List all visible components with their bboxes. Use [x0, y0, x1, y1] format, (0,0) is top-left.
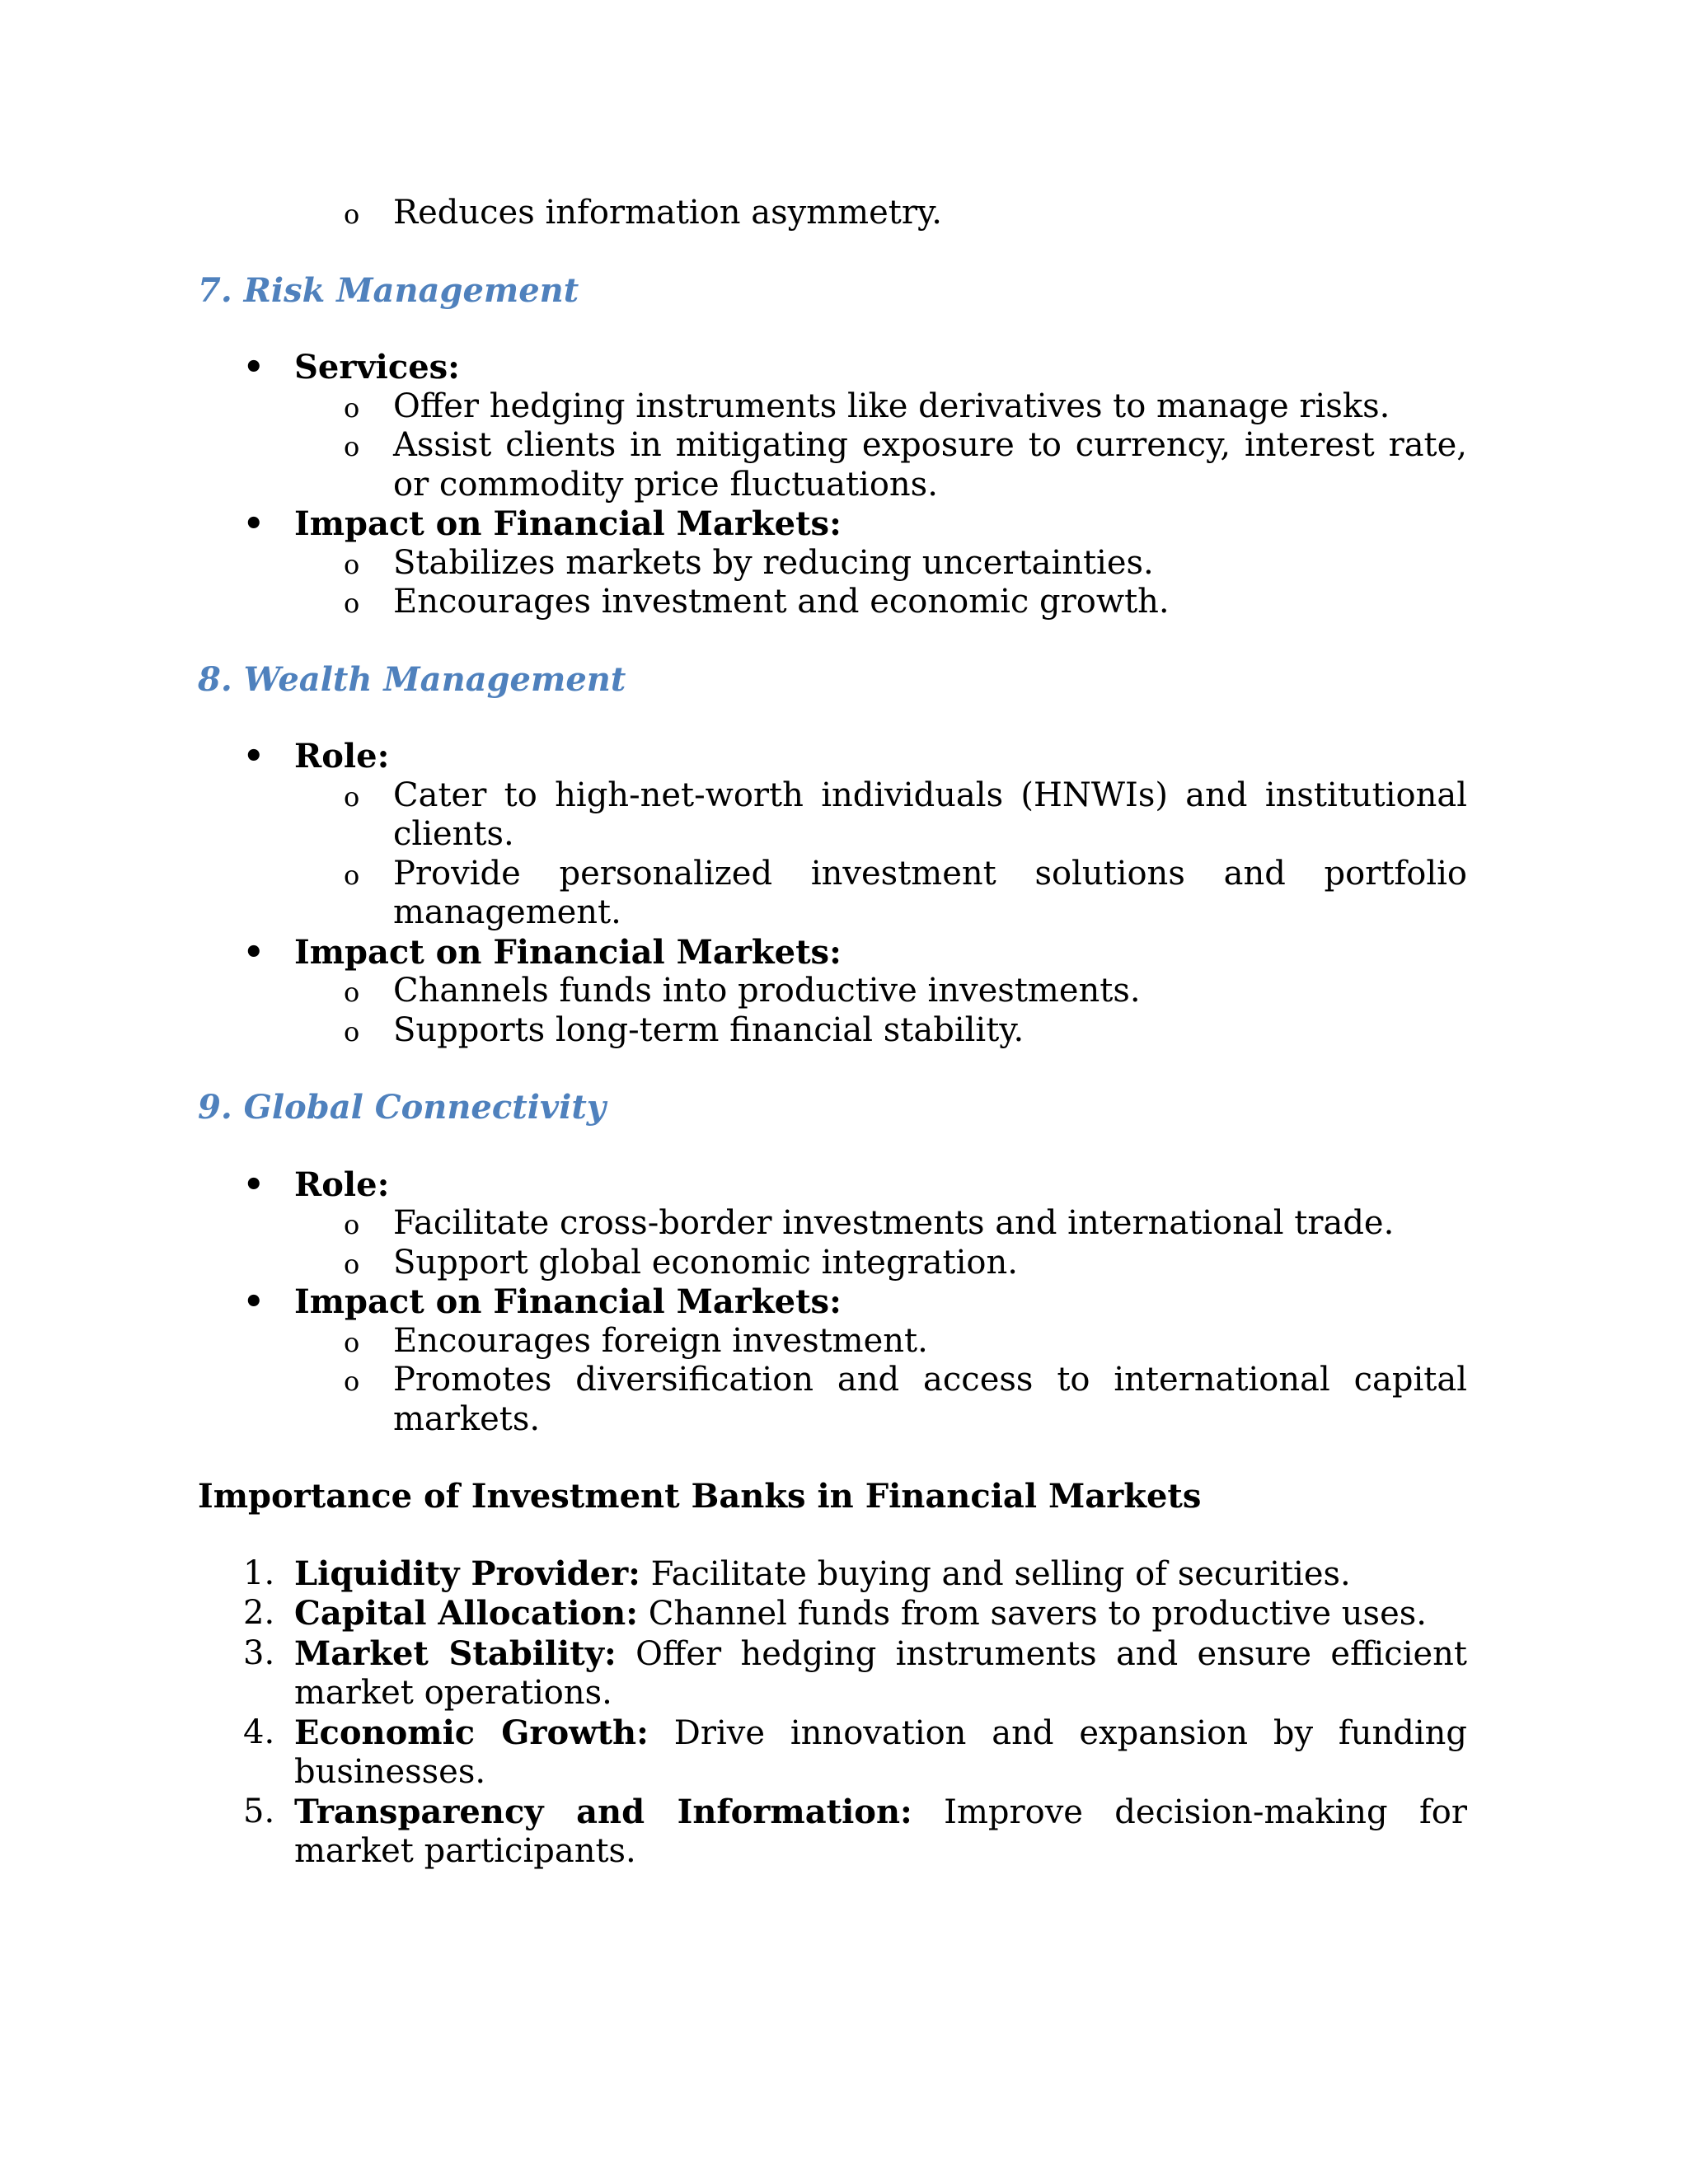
sub-item-text: Assist clients in mitigating exposure to currency, interest rate, or commodity price fluctuations.: [393, 426, 1467, 504]
item-text: Facilitate buying and selling of securities.: [640, 1554, 1351, 1593]
numbered-item: [198, 1793, 1467, 1872]
item-label: Capital Allocation:: [294, 1594, 639, 1633]
item-number: 5.: [243, 1792, 275, 1830]
bullet-item: [198, 933, 1467, 972]
bullet-label: Role:: [294, 1165, 390, 1204]
sub-item-text: Reduces information asymmetry.: [393, 194, 942, 232]
hollow-bullet-icon: o: [344, 1326, 360, 1358]
sub-item-text: Channels funds into productive investments.: [393, 972, 1141, 1010]
sub-item: [198, 972, 1467, 1011]
bullet-label: Role:: [294, 737, 390, 776]
hollow-bullet-icon: o: [344, 1209, 360, 1240]
hollow-bullet-icon: o: [344, 1015, 360, 1047]
sub-item: [198, 855, 1467, 933]
item-label: Liquidity Provider:: [294, 1554, 640, 1593]
hollow-bullet-icon: o: [344, 199, 360, 230]
bullet-item: [198, 737, 1467, 776]
sub-item-text: Stabilizes markets by reducing uncertainties.: [393, 543, 1154, 582]
sub-item: [198, 426, 1467, 504]
sub-item: [198, 1244, 1467, 1283]
bullet-label: Impact on Financial Markets:: [294, 504, 842, 543]
section-heading-risk-management: 7. Risk Management: [198, 270, 579, 310]
item-number: 1.: [243, 1554, 275, 1592]
item-label: Economic Growth:: [294, 1713, 649, 1752]
bullet-label: Impact on Financial Markets:: [294, 932, 842, 972]
sub-item-text: Encourages investment and economic growth.: [393, 583, 1170, 621]
hollow-bullet-icon: o: [344, 1366, 360, 1397]
bullet-icon: •: [243, 504, 265, 543]
sub-item-text: Supports long-term financial stability.: [393, 1010, 1025, 1049]
bullet-label: Impact on Financial Markets:: [294, 1282, 842, 1321]
item-number: 2.: [243, 1594, 275, 1632]
bullet-icon: •: [243, 348, 265, 387]
numbered-item: [198, 1594, 1467, 1634]
hollow-bullet-icon: o: [344, 859, 360, 891]
sub-item: [198, 1204, 1467, 1244]
bullet-label: Services:: [294, 348, 460, 387]
hollow-bullet-icon: o: [344, 588, 360, 619]
hollow-bullet-icon: o: [344, 977, 360, 1008]
item-text: Improve decision-making for market participants.: [294, 1793, 1467, 1870]
item-label: Transparency and Information:: [294, 1792, 912, 1831]
hollow-bullet-icon: o: [344, 391, 360, 424]
numbered-item: [198, 1554, 1467, 1595]
sub-item: [198, 387, 1467, 427]
sub-item: [198, 1361, 1467, 1439]
sub-item: [198, 1322, 1467, 1361]
sub-item-text: Support global economic integration.: [393, 1243, 1018, 1282]
sub-item: [198, 776, 1467, 855]
item-label: Market Stability:: [294, 1633, 617, 1673]
item-text: Channel funds from savers to productive uses.: [638, 1595, 1427, 1633]
sub-item-text: Provide personalized investment solutions and portfolio management.: [393, 854, 1467, 931]
bullet-icon: •: [243, 1282, 265, 1321]
item-text: Drive innovation and expansion by funding businesses.: [294, 1713, 1467, 1791]
bullet-item: [198, 348, 1467, 387]
sub-item-text: Promotes diversification and access to international capital markets.: [393, 1361, 1467, 1438]
bullet-item: [198, 1165, 1467, 1205]
sub-item-text: Cater to high-net-worth individuals (HNWIs) and institutional clients.: [393, 776, 1467, 853]
bullet-item: [198, 1282, 1467, 1322]
bullet-icon: •: [243, 932, 265, 972]
item-text: Offer hedging instruments and ensure efficient market operations.: [294, 1634, 1468, 1712]
bullet-icon: •: [243, 737, 265, 776]
bullet-icon: •: [243, 1165, 265, 1204]
numbered-item: [198, 1713, 1467, 1793]
sub-item: [198, 194, 1467, 233]
item-number: 3.: [243, 1633, 275, 1672]
numbered-item: [198, 1634, 1467, 1713]
sub-item-text: Facilitate cross-border investments and international trade.: [393, 1204, 1395, 1242]
hollow-bullet-icon: o: [344, 548, 360, 580]
item-number: 4.: [243, 1713, 275, 1751]
sub-item-text: Offer hedging instruments like derivatives to manage risks.: [393, 387, 1390, 425]
sub-item: [198, 544, 1467, 583]
sub-item-text: Encourages foreign investment.: [393, 1321, 928, 1360]
sub-item: [198, 1011, 1467, 1051]
section-heading-global-connectivity: 9. Global Connectivity: [198, 1088, 607, 1127]
bullet-item: [198, 504, 1467, 544]
hollow-bullet-icon: o: [344, 1248, 360, 1280]
hollow-bullet-icon: o: [344, 431, 360, 462]
sub-item: [198, 583, 1467, 622]
section-heading-wealth-management: 8. Wealth Management: [198, 659, 626, 699]
hollow-bullet-icon: o: [344, 780, 360, 813]
importance-title: Importance of Investment Banks in Financial Markets: [198, 1477, 1202, 1516]
page-content: [198, 194, 1467, 1872]
